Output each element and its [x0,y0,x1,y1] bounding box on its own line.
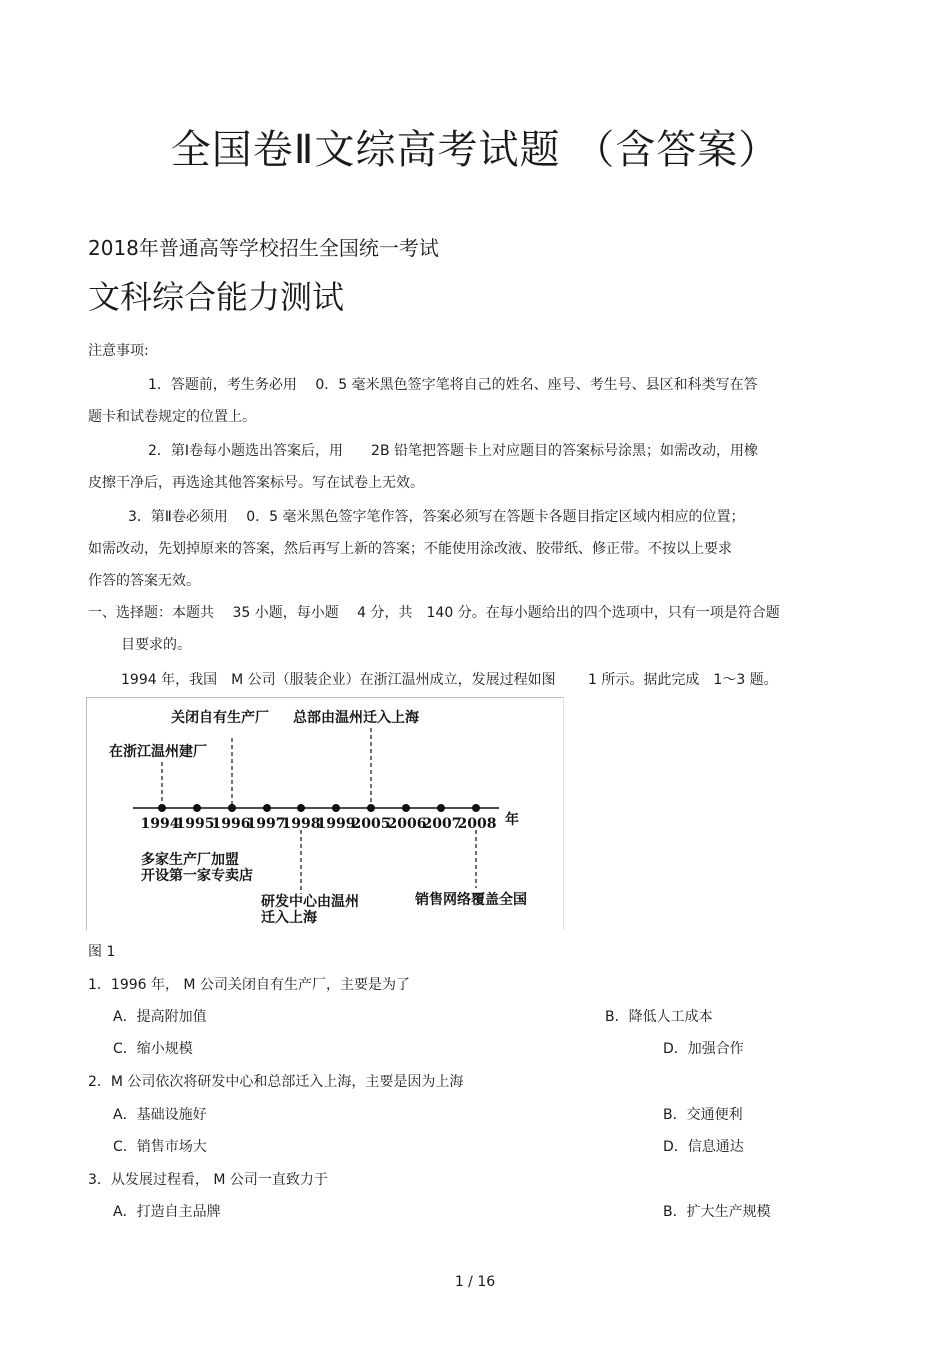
question-2-option-d: D．信息通达 [663,1139,744,1155]
question-2-stem: 2．M 公司依次将研发中心和总部迁入上海，主要是因为上海 [88,1074,464,1090]
year-label: 1999 [316,816,356,832]
point-1999 [332,804,340,812]
event-label-1998-line-1: 研发中心由温州 [261,894,359,910]
point-2005 [367,804,375,812]
point-1994 [158,804,166,812]
section-1-line-1: 一、选择题：本题共 35 小题，每小题 4 分，共 140 分。在每小题给出的四个选项中，只有一项是符合题 [88,605,780,621]
point-1997 [263,804,271,812]
event-label-1998-line-2: 迁入上海 [261,910,317,926]
year-unit: 年 [505,812,519,828]
notice-item-1-line-1: 1．答题前，考生务必用 0．5 毫米黑色签字笔将自己的姓名、座号、考生号、县区和科类写在答 [148,377,758,393]
figure-caption: 图 1 [88,944,116,960]
event-label-2005: 总部由温州迁入上海 [293,710,419,726]
notice-heading: 注意事项: [88,343,149,359]
year-label: 2006 [387,816,427,832]
question-2-option-a: A．基础设施好 [113,1107,207,1123]
year-label: 2007 [422,816,462,832]
event-label-1996: 关闭自有生产厂 [171,710,269,726]
question-3-stem: 3．从发展过程看， M 公司一直致力于 [88,1172,328,1188]
point-1996 [228,804,236,812]
notice-item-3-line-3: 作答的答案无效。 [88,573,200,589]
year-label: 2008 [457,816,497,832]
year-label: 1997 [246,816,286,832]
point-2008 [472,804,480,812]
point-1995 [193,804,201,812]
question-intro: 1994 年，我国 M 公司（服装企业）在浙江温州成立，发展过程如图 1 所示。据此完成 1～3 题。 [121,672,778,688]
question-1-option-d: D．加强合作 [663,1041,744,1057]
notice-item-3-line-1: 3．第Ⅱ卷必须用 0．5 毫米黑色签字笔作答，答案必须写在答题卡各题目指定区域内相应的位置； [128,509,745,525]
event-label-1995-line-1: 多家生产厂加盟 [141,852,239,868]
question-2-option-c: C．销售市场大 [113,1139,207,1155]
question-1-stem: 1．1996 年， M 公司关闭自有生产厂，主要是为了 [88,977,410,993]
question-2-option-b: B．交通便利 [663,1107,743,1123]
point-2007 [437,804,445,812]
year-label: 2005 [351,816,391,832]
question-3-option-a: A．打造自主品牌 [113,1204,221,1220]
notice-item-2-line-2: 皮擦干净后，再选途其他答案标号。写在试卷上无效。 [88,475,424,491]
section-1-line-2: 目要求的。 [121,637,191,653]
point-1998 [297,804,305,812]
question-1-option-c: C．缩小规模 [113,1041,193,1057]
event-label-1994: 在浙江温州建厂 [109,744,207,760]
year-label: 1998 [281,816,321,832]
exam-name: 2018年普通高等学校招生全国统一考试 [88,236,439,260]
subject-title: 文科综合能力测试 [88,278,345,316]
question-3-option-b: B．扩大生产规模 [663,1204,771,1220]
timeline-figure [86,697,564,930]
year-label: 1995 [175,816,215,832]
question-1-option-b: B．降低人工成本 [605,1009,713,1025]
point-2006 [402,804,410,812]
page-title: 全国卷Ⅱ文综高考试题 （含答案） [170,127,780,173]
event-label-2008: 销售网络覆盖全国 [415,892,527,908]
question-1-option-a: A．提高附加值 [113,1009,207,1025]
page-number: 1 / 16 [454,1274,496,1290]
year-label: 1994 [140,816,180,832]
notice-item-1-line-2: 题卡和试卷规定的位置上。 [88,409,256,425]
notice-item-3-line-2: 如需改动，先划掉原来的答案，然后再写上新的答案；不能使用涂改液、胶带纸、修正带。不按以上要求 [88,541,732,557]
year-label: 1996 [211,816,251,832]
notice-item-2-line-1: 2．第Ⅰ卷每小题选出答案后，用 2B 铅笔把答题卡上对应题目的答案标号涂黑；如需改动，用橡 [148,443,758,459]
event-label-1995-line-2: 开设第一家专卖店 [141,868,253,884]
